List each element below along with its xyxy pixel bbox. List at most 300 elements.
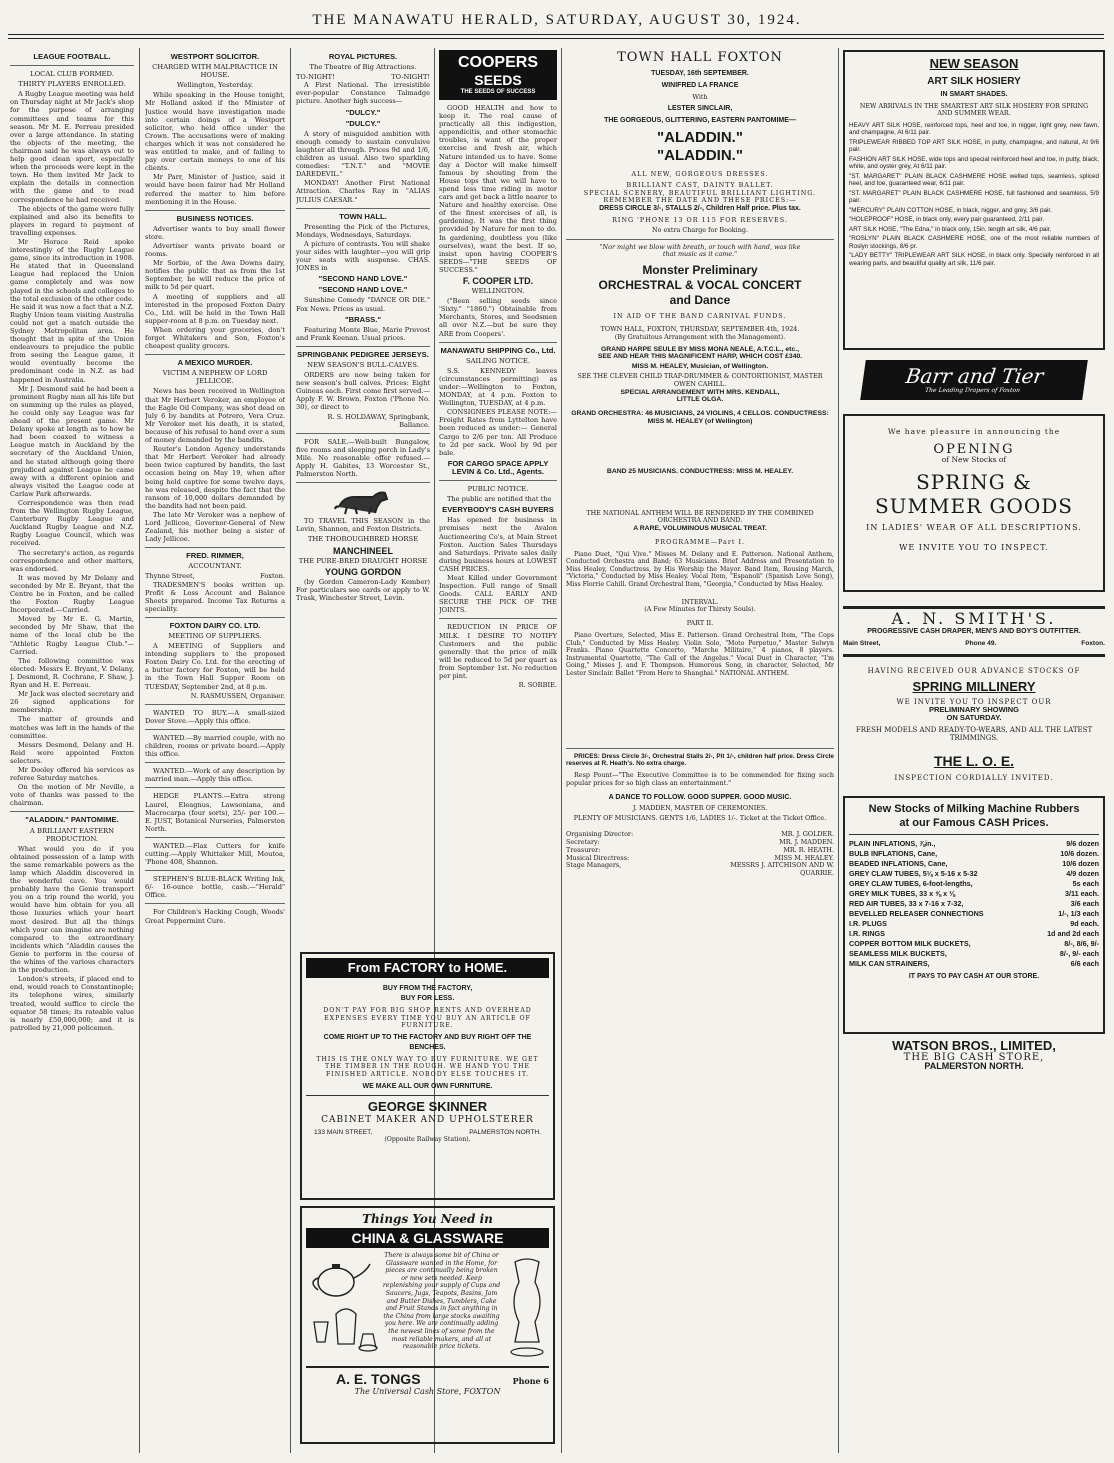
ad-title: at our Famous CASH Prices. [899, 816, 1049, 829]
hosiery-item: HEAVY ART SILK HOSE, reinforced tops, heel and toe, in nigger, light grey, new fawn, and champagne, At 6/11 pair. [849, 121, 1099, 136]
street: Thynne Street, [145, 572, 195, 581]
logo-text: SEEDS [474, 72, 522, 88]
phone: Phone 6 [512, 1376, 549, 1386]
ad-text: TRADESMEN'S books written up. Profit & Loss Account and Balance Sheets prepared. Income Tax Returns a speciality. [145, 580, 285, 613]
interval-note: (A Few Minutes for Thirsty Souls). [644, 605, 756, 614]
ad-text: TO TRAVEL THIS SEASON in the Levin, Shannon, and Foxton Districts. [296, 517, 430, 534]
column-pictures [296, 50, 430, 945]
column-league-football [10, 50, 134, 1460]
hosiery-item: "MERCURY" PLAIN COTTON HOSE, in black, nigger, and grey, 3/6 pair. [849, 206, 1052, 214]
town: Foxton. [260, 572, 285, 581]
address-street: 133 MAIN STREET, [314, 1128, 373, 1136]
ad-line: THIS IS THE ONLY WAY TO BUY FURNITURE. WE GET THE TIMBER IN THE ROUGH. WE HAND YOU THE FINISHED ARTICLE. NOBODY ELSE TOUCHES IT. [316, 1055, 539, 1078]
programme-heading: PROGRAMME—Part I. [654, 537, 746, 546]
ad-line: (By Gratuitous Arrangement with the Management). [614, 332, 786, 341]
article-paragraph: Correspondence was then read from the Wellington Rugby League, Canterbury Rugby League and Auckland Rugby League and N.Z. Rugby League Council, which was received. [10, 498, 134, 548]
ad-line: LITTLE OLGA. [676, 396, 724, 404]
ad-text: CONSIGNEES PLEASE NOTE:— Freight Rates from Lyttelton have been reduced as under:— General Cargo to 2/6 per ton. All Produce to 2d per sack. Wool by 9d per bale. [439, 408, 557, 457]
ad-text: (by Gordon Cameron-Lady Kember) For particulars see cards or apply to W. Trask, Winchester Street, Levin. [296, 577, 430, 602]
ad-line: We have pleasure in announcing the [887, 427, 1061, 436]
address-city: PALMERSTON NORTH. [469, 1128, 541, 1136]
price-row [849, 849, 1099, 859]
role: Organising Director: [566, 830, 634, 839]
item-price: 10/6 dozen [1062, 858, 1099, 868]
store-name: EVERYBODY'S CASH BUYERS [442, 505, 554, 515]
column-rule [290, 48, 291, 1453]
tonight-banner [296, 73, 430, 81]
article-paragraph: The late Mr Veroker was a nephew of Lord Jellicoe, Governor-General of New Zealand, his mother being a sister of Lady Jellicoe. [145, 510, 285, 544]
signature: R. SORBIE. [518, 681, 557, 690]
ad-line: THE NATIONAL ANTHEM WILL BE RENDERED BY THE COMBINED ORCHESTRA AND BAND. [586, 508, 814, 525]
item-name: I.R. RINGS [849, 928, 885, 938]
subheadline: PUBLIC NOTICE. [467, 485, 529, 494]
ad-text: A picture of contrasts. You will shake your sides with laughter—you will grip your seats with suspense. CHAS. JONES in [296, 239, 430, 273]
headline: ROYAL PICTURES. [328, 52, 398, 61]
divider [439, 618, 557, 619]
hosiery-list [849, 122, 1099, 268]
role: Treasurer: [566, 845, 601, 854]
price-row [849, 879, 1099, 889]
divider [145, 903, 285, 904]
column-drapers [843, 50, 1105, 1455]
logo-text: Barr and Tier [904, 363, 1045, 388]
ad-line: GRAND HARPE SEULE BY MISS MONA NEALE, A.T.C.L., etc., [600, 345, 799, 353]
ad-line: PRELIMINARY SHOWING [928, 705, 1019, 715]
ad-heading: FRED. RIMMER, [186, 551, 244, 561]
price-row [849, 839, 1099, 849]
firm-location: WELLINGTON. [471, 287, 525, 296]
ad-title: New Stocks of Milking Machine Rubbers [868, 802, 1080, 815]
item-price: 8/-, 9/- each [1059, 948, 1099, 958]
classified: WANTED.—Work of any description by married man.—Apply this office. [145, 767, 285, 784]
masthead: THE MANAWATU HERALD, SATURDAY, AUGUST 30, 1924. [312, 12, 802, 28]
headline: LEAGUE FOOTBALL. [33, 52, 111, 61]
headline: SPRINGBANK PEDIGREE JERSEYS. [297, 349, 429, 359]
person: MISS M. HEALEY. [774, 853, 834, 862]
ad-line: FRESH MODELS AND READY-TO-WEARS, AND ALL THE LATEST TRIMMINGS. [855, 725, 1093, 742]
concert-heading: Monster Preliminary [642, 263, 758, 278]
ad-text: The public are notified that the [447, 495, 552, 504]
factory-title: From FACTORY to HOME. [306, 958, 549, 978]
item-price: 4/9 dozen [1066, 868, 1099, 878]
item-price: 9/6 dozen [1066, 838, 1099, 848]
person: MR. R. HEATH. [783, 845, 834, 854]
hosiery-ad [843, 50, 1105, 350]
article-paragraph: The following committee was elected: Messrs E. Bryant, V. Delany, J. Desmond, R. Cochrane, F. Shaw, J. Ryan and H. E. Perreau. [10, 656, 134, 690]
ad-text: Has opened for business in premises next the Avalon Auctioneering Co's, at Main Street Foxton. Auction Sales Thursdays and Saturdays. Private sales daily during business hours at LOWEST CASH PRICES. [439, 516, 557, 573]
notice: Advertiser wants private board or rooms. [145, 241, 285, 259]
column-coopers [439, 50, 557, 945]
ad-heading: FOR CARGO SPACE APPLY LEVIN & Co. Ltd., Agents. [447, 458, 549, 476]
article-paragraph: Messrs Desmond, Delany and H. Reid were appointed Foxton selectors. [10, 740, 134, 765]
masthead-rule-2 [8, 38, 1104, 39]
ad-text: REDUCTION IN PRICE OF MILK. I DESIRE TO NOTIFY Customers and the public generally that the price of milk will be reduced to 5d per quart as from September 1st. No reduction per pint. [439, 623, 557, 680]
firm-name: F. COOPER LTD. [462, 275, 534, 286]
ad-line: IN AID OF THE BAND CARNIVAL FUNDS. [613, 312, 787, 321]
ad-text: A story of misguided ambition with enough comedy to sustain convulsive laughter all through. Prices 9d and 1/6, children as usual. Also two sparkling comedies: "T.N.T." and "MOVIE DAREDEVIL." [296, 129, 430, 179]
masthead-rule [8, 34, 1104, 35]
firm-name: A. E. TONGS [336, 1371, 421, 1387]
article-paragraph: Mr Horace Reid spoke interestingly of the Rugby League game, since its introduction in 1908. He stated that in Queensland League had replaced the Union game completely and was now played in the schools and colleges to the total exclusion of the other code. He said it was now a fact that a N.Z. Rugby Union team visiting Australia could not get a match outside the Sydney Metropolitan area. He thought that in spite of the Union endeavours to prejudice the public from seeing the League game, it would eventually become the predominant code in N.Z. as had happened in Australia. [10, 237, 134, 384]
ad-text: MONDAY! Another First National Attraction. Charles Ray in "ALIAS JULIUS CAESAR." [296, 179, 430, 204]
subheadline: SAILING NOTICE. [465, 356, 531, 365]
firm-tagline: The Universal Cash Store, FOXTON [354, 1387, 501, 1396]
hosiery-item: "ROSLYN" PLAIN BLACK CASHMERE HOSE, one of the most reliable numbers of Roslyn stockings, 8/6 pr. [849, 235, 1099, 250]
column-westport [145, 50, 285, 1460]
headline: BUSINESS NOTICES. [176, 213, 254, 223]
china-body [306, 1252, 549, 1362]
divider [306, 1095, 549, 1096]
item-price: 8/-, 8/6, 9/- [1064, 938, 1099, 948]
prices: DRESS CIRCLE 3/-, STALLS 2/-, Children Half price. Plus tax. [599, 205, 801, 213]
ad-title: SPRING & SUMMER GOODS [874, 470, 1074, 519]
china-ad [300, 1206, 555, 1444]
headline: A MEXICO MURDER. [177, 358, 253, 368]
ad-line: ALL NEW, GORGEOUS DRESSES. [631, 169, 769, 178]
china-text: There is always some bit of China or Glassware wanted in the Home, for pieces are continually being broken or new sets needed. Keep replenishing your supply of Cups and Saucers, Jugs, Teapots, Basins, Jam and Butter Dishes, Tumblers, Cake and Fruit Stands in fact anything in the China from large stocks awaiting you here. We are continually adding the newest lines of some from the most reliable makers, and all at reasonable price tickets. [382, 1252, 501, 1351]
divider [145, 729, 285, 730]
ad-text: S.S. KENNEDY leaves (circumstances permitting) as under:—Wellington to Foxton, MONDAY, at 4 p.m. Foxton to Wellington, TUESDAY, at 4 p.m. [439, 366, 557, 408]
article-paragraph: It was moved by Mr Delany and seconded by Mr E. Bryant, that the Centre be in Foxton, and be called the Foxton Rugby League Incorporated.—Carried. [10, 573, 134, 615]
ad-line: BRILLIANT CAST, DAINTY BALLET. [626, 180, 774, 189]
concert-heading: ORCHESTRAL & VOCAL CONCERT [598, 278, 802, 293]
hosiery-item: "ST. MARGARET" PLAIN BLACK CASHMERE HOSE, full fashioned and seamless, 5/9 pair. [849, 189, 1099, 204]
film-title: "SECOND HAND LOVE." [318, 285, 408, 295]
film-title: "DULCY." [345, 107, 381, 117]
price-row [849, 899, 1099, 909]
film-title: "SECOND HAND LOVE." [318, 274, 408, 284]
notice: When ordering your groceries, don't forget Whitakers and Son, Foxton's cheapest quality grocers. [145, 325, 285, 351]
item-name: GREY CLAW TUBES, 6-foot-lengths, [849, 878, 973, 888]
china-title: Things You Need in [362, 1212, 493, 1226]
band: BAND 25 MUSICIANS. CONDUCTRESS: MISS M. HEALEY. [606, 467, 794, 475]
milking-rubbers-ad [843, 796, 1105, 1034]
ad-line: REMEMBER THE DATE AND THESE PRICES:— [603, 196, 797, 205]
item-name: GREY MILK TUBES, 33 x ⅝ x ⅛ [849, 888, 956, 898]
price-row [849, 939, 1099, 949]
notice: Mr Sorbie, of the Awa Downs dairy, notifies the public that as from the 1st September, he will reduce the price of milk to 5d per quart. [145, 259, 285, 292]
article-paragraph: The secretary's action, as regards correspondence and other matters, was endorsed. [10, 548, 134, 573]
coopers-logo [439, 50, 557, 100]
show-title: "ALADDIN." [657, 146, 743, 164]
film-title: "BRASS." [345, 314, 381, 324]
ad-subheading: THE THOROUGHBRED HORSE [307, 535, 419, 544]
programme-part-2: Piano Overture, Selected, Miss E. Patterson. Grand Orchestral Item, "The Cops Club," Conducted by Miss Healey. Violin Solo, "Moto Perpetuo," Master Selwyn Franks. Piano Quartette Concerto, "Marche Militaire," 4 pianos, 8 players. Instrumental Quartette, "The Call of the Angelus." Vocal Duet in Character, "I'm Going," Misses J. and F. Thompson. Humorous Song, in character, Selected, Mr Lester Sinclair. Ballet "From Here to Shanghai." NATIONAL ANTHEM. [566, 632, 834, 678]
ad-line: IN LADIES' WEAR OF ALL DESCRIPTIONS. [866, 523, 1082, 533]
ad-text: Presenting the Pick of the Pictures, Mondays, Wednesdays, Saturdays. [296, 222, 430, 239]
column-rule [838, 48, 839, 1453]
ad-line: SPECIAL ARRANGEMENT WITH MRS. KENDALL, [620, 388, 780, 396]
signature: R. S. HOLDAWAY, Springbank, Ballance. [327, 412, 430, 429]
signature: N. RASMUSSEN, Organiser. [190, 691, 285, 700]
price-row [849, 929, 1099, 939]
ad-address [145, 572, 285, 580]
divider [145, 787, 285, 788]
tonight: TO-NIGHT! [391, 73, 430, 82]
ad-line: MISS M. HEALEY, Musician, of Wellington. [631, 363, 769, 371]
ad-line: WE INVITE YOU TO INSPECT. [899, 543, 1049, 553]
item-price: 1d and 2d each [1047, 928, 1099, 938]
hosiery-item: "LADY BETTY" TRIPLEWEAR ART SILK HOSE, in black only. Specially reinforced in all wearing parts, and beautiful quality art silk, 11/6 pair. [849, 252, 1099, 267]
price-row [849, 869, 1099, 879]
barr-and-tier-logo [860, 360, 1088, 400]
price-row [849, 959, 1099, 969]
article-paragraph: Moved by Mr E. G. Martin, seconded by Mr Shaw, that the name of the local club be the "Athletic Rugby League Club."—Carried. [10, 615, 134, 656]
divider [566, 239, 834, 240]
divider [145, 837, 285, 838]
item-price: 5s each [1072, 878, 1099, 888]
headline: MANAWATU SHIPPING Co., Ltd. [440, 345, 556, 355]
divider [10, 65, 134, 66]
article-paragraph: While speaking in the House tonight, Mr Holland asked if the Minister of Justice would have investigation made into certain doings of a Westport solicitor, who held office under the Crown. The accusations were of making charges which it was not considered he was entitled to make, and of failing to pay over certain moneys to one of his clients. [145, 91, 285, 173]
firm-name: A. N. SMITH'S. [891, 609, 1057, 628]
item-name: PLAIN INFLATIONS, ⅞in., [849, 838, 936, 848]
article-paragraph: What would you do if you obtained possession of a lamp with the same remarkable powers as the lamp which Aladdin discovered in the wonderful cave. You would probably have the Genie transport you on a trip round the world, you would have him obtain for you all those luxuries which your heart most desired. But all the things which your can imagine are nothing compared to the extraordinary incidents which "Aladdin causes the Genie to perform in the course of the whims of the various characters in the production. [10, 844, 134, 975]
item-name: I.R. PLUGS [849, 918, 887, 928]
column-rule [139, 48, 140, 1453]
phone: Phone 49. [965, 640, 997, 648]
ad-title: SPRING MILLINERY [912, 679, 1036, 695]
price-row [849, 949, 1099, 959]
person: MR. J. GOLDER. [781, 830, 834, 839]
ad-line: SPECIAL SCENERY, BEAUTIFUL BRILLIANT LIGHTING. [583, 188, 817, 197]
article-paragraph: On the motion of Mr Neville, a vote of thanks was passed to the chairman. [10, 783, 134, 808]
ad-line: RING 'PHONE 13 OR 115 FOR RESERVES. [612, 215, 788, 224]
divider [145, 762, 285, 763]
price-row [849, 889, 1099, 899]
article-paragraph: Mr J. Desmond said he had been a prominent Rugby man all his life but on summing up the rules as played, he could only say League was far ahead of the present game. Mr Delany spoke at length as to how he had been coaxed to witness a League match in Auckland by the secretary of the Auckland Union, and he stated although going there prejudiced against League he came away with a different opinion and always visited the League code at Carlaw Park afterwards. [10, 384, 134, 498]
divider [145, 354, 285, 355]
with: With [692, 92, 708, 101]
article-paragraph: News has been received in Wellington that Mr Herbert Veroker, an employee of the Eagle Oil Company, was shot dead on July 6 by bandits at Potrero, Vera Cruz. Mr Veroker met his death, it is stated, because of his refusal to hand over a sum of money demanded by the bandits. [145, 387, 285, 445]
opening-ad [843, 414, 1105, 592]
factory-ad [300, 952, 555, 1200]
subheadline: THIRTY PLAYERS ENROLLED. [18, 80, 126, 89]
article-paragraph: The matter of grounds and matches was left in the hands of the committee. [10, 715, 134, 740]
price-row [849, 919, 1099, 929]
subheadline: LOCAL CLUB FORMED. [30, 70, 114, 79]
ad-text: A MEETING of Suppliers and intending suppliers to the proposed Foxton Dairy Co. Ltd. for the erecting of a butter factory for Foxton, will be held in the Town Hall Supper Room on TUESDAY, September 2nd, at 8 p.m. [145, 642, 285, 691]
headline: WESTPORT SOLICITOR. [170, 52, 260, 61]
ad-line: DON'T PAY FOR BIG SHOP RENTS AND OVERHEAD EXPENSES EVERY TIME YOU BUY AN ARTICLE OF FURNITURE. [323, 1007, 532, 1030]
prices: PRICES: Dress Circle 3/-, Orchestral Stalls 2/-, Pit 1/-, children half price. Dress Circle reserves at R. Heath's. No extra charge. [566, 752, 834, 768]
headline: TOWN HALL. [339, 211, 387, 221]
ad-text: ("Been selling seeds since 'Sixty." "1860.") Obtainable from Merchants, Stores, and Seedsmen all over N.Z.—but be sure they ARE from Coopers'. [439, 297, 557, 338]
divider [145, 617, 285, 618]
classified: HEDGE PLANTS.—Extra strong Laurel, Eleagnus, Lawsoniana, and Macrocarpa (four sorts), 25/- per 100.—E. JUST, Botanical Nurseries, Palmerston North. [145, 792, 285, 833]
article-paragraph: London's streets, if placed end to end, would reach to Constantinople; its telephone wires, similarly treated, would suffice to circle the equator 58 times; its rateable value is nearly £50,000,000; and it is patrolled by 21,000 policemen. [10, 975, 134, 1032]
ad-title: ART SILK HOSIERY [927, 76, 1021, 87]
ad-subheading: ACCOUNTANT. [188, 562, 242, 571]
item-name: BEADED INFLATIONS, Cane, [849, 858, 948, 868]
divider [10, 811, 134, 812]
classified: For Children's Hacking Cough, Woods' Great Peppermint Cure. [145, 908, 285, 925]
ad-line: No extra Charge for Booking. [652, 225, 748, 234]
ad-text: Sunshine Comedy "DANCE OR DIE." Fox News. Prices as usual. [296, 296, 430, 313]
divider [145, 210, 285, 211]
logo-text: COOPERS [457, 54, 538, 71]
performer: LESTER SINCLAIR, [667, 105, 733, 113]
ad-subtitle: IN SMART SHADES. [940, 91, 1008, 98]
hosiery-item: ART SILK HOSE, "The Edna," in black only, 15in. length art silk, 4/6 pair. [849, 225, 1052, 233]
subheadline: NEW SEASON'S BULL-CALVES. [307, 361, 419, 369]
subheadline: The Theatre of Big Attractions. [309, 63, 417, 72]
town: Foxton. [1081, 640, 1105, 648]
role: Stage Managers, [566, 861, 622, 870]
column-town-hall [566, 50, 834, 1455]
classified: FOR SALE.—Well-built Bungalow, five rooms and sleeping porch in Lady's Mile. No reasonable offer refused.—Apply H. Gabites, 13 Worcester St., Palmerston North. [296, 437, 430, 479]
logo-tagline: The Leading Drapers of Foxton [924, 386, 1021, 394]
dance: A DANCE TO FOLLOW. GOOD SUPPER. GOOD MUSIC. [608, 793, 792, 801]
hosiery-item: TRIPLEWEAR RIBBED TOP ART SILK HOSE, in putty, champagne, and natural, At 9/6 pair. [849, 138, 1099, 153]
ad-subheading: MEETING OF SUPPLIERS. [168, 632, 262, 640]
article-paragraph: A Rugby League meeting was held on Thursday night at Mr Jack's shop for the purpose of arranging committees and teams for this season. Mr M. E. Perreau presided over a large attendance. In stating the objects of the meeting, the chairman said he was always out to help good clean sport, especially when the proceeds were kept in the town. He then invited Mr Jack to explain the details in connection with the game and to read correspondence he had received. [10, 90, 134, 204]
logo-tagline: THE SEEDS OF SUCCESS [460, 89, 536, 95]
firm-address [314, 1129, 541, 1136]
divider [849, 834, 1099, 835]
headline: "ALADDIN." PANTOMIME. [25, 815, 119, 825]
item-name: COPPER BOTTOM MILK BUCKETS, [849, 938, 971, 948]
china-title: CHINA & GLASSWARE [306, 1228, 549, 1248]
subheadline: CHARGED WITH MALPRACTICE IN HOUSE. [152, 63, 278, 80]
classified: WANTED.—By married couple, with no children, rooms or private board.—Apply this office. [145, 733, 285, 759]
ad-title: OPENING [933, 442, 1015, 458]
date: TUESDAY, 16th SEPTEMBER. [651, 70, 749, 77]
concert-heading: and Dance [669, 293, 731, 308]
film-title: "DULCY." [345, 118, 381, 128]
organisers [566, 831, 834, 878]
tickets: PLENTY OF MUSICIANS. GENTS 1/6, LADIES 1/-. Ticket at the Ticket Office. [573, 814, 827, 823]
item-price: 1/-, 1/3 each [1058, 908, 1099, 918]
hosiery-item: FASHION ART SILK HOSE, wide tops and special reinforced heel and toe, in putty, black, white, and oyster grey, At 6/11 pair. [849, 155, 1099, 170]
role: Secretary: [566, 838, 600, 846]
ad-line: IT PAYS TO PAY CASH AT OUR STORE. [908, 972, 1040, 980]
person: MESSRS J. AITCHISON AND W. QUARRIE. [730, 861, 834, 878]
subheadline: VICTIM A NEPHEW OF LORD JELLICOE. [162, 369, 268, 386]
firm-name: GEORGE SKINNER [367, 1098, 488, 1114]
notice: Advertiser wants to buy small flower store. [145, 224, 285, 241]
ad-line: BUY FOR LESS. [400, 995, 455, 1002]
dateline: Wellington, Yesterday. [176, 81, 254, 90]
teapot-icon [306, 1252, 378, 1362]
tonight: TO-NIGHT! [296, 73, 335, 82]
ad-line: A RARE, VOLUMINOUS MUSICAL TREAT. [633, 525, 767, 533]
ad-line: ON SATURDAY. [946, 713, 1002, 723]
classified: WANTED TO BUY.—A small-sized Dover Stove.—Apply this office. [145, 708, 285, 725]
article-paragraph: Mr Jack was elected secretary and 26 signed applications for membership. [10, 690, 134, 715]
programme-part-1: Piano Duet, "Qui Vive." Misses M. Delany and E. Patterson. National Anthem, Conducted Orchestra and Band; 63 Musicians. Brief Address and Presentation to Miss Healey, Conductress, by His Worship the Mayor. Band Item, Rousing March, "Victoria," Conducted by Miss Healey. Vocal Item, "Espanoli" (Spanish Love Song), Miss Florrie Cahill. Grand Orchestral Item, "Georgia," Conducted by Miss Healey. [566, 550, 834, 589]
address-note: (Opposite Railway Station). [384, 1135, 471, 1143]
ad-line: COME RIGHT UP TO THE FACTORY AND BUY RIGHT OFF THE BENCHES. [323, 1033, 532, 1051]
item-name: SEAMLESS MILK BUCKETS, [849, 948, 947, 958]
firm-contact [843, 640, 1105, 648]
vase-icon [505, 1252, 549, 1362]
hosiery-item: "ST. MARGARET" PLAIN BLACK CASHMERE HOSE welted tops, seamless, spliced heel, and toe, guaranteed wear, 6/11 pair. [849, 172, 1099, 187]
ad-text: GOOD HEALTH and how to keep it. The real cause of practically all this indigestion, appendicitis, and other stomachic troubles, is want of the proper exercise and fresh air, which Nature intended us to have. Some day a Doctor will make himself famous by shouting from the House tops that we will have to spend less time riding in motor cars and get back a little nearer to Nature and healthy exercise. One of the finest exercises of all, is gardening. It was the first thing provided by Nature for men to do. In gardening, doubtless you (like ourselves), want the best. If so, insist upon having COOPER'S SEEDS—"THE SEEDS OF SUCCESS." [439, 104, 557, 274]
ad-line: HAVING RECEIVED OUR ADVANCE STOCKS OF [867, 667, 1081, 676]
orchestra: GRAND ORCHESTRA: 46 MUSICIANS, 24 VIOLINS, 4 CELLOS. CONDUCTRESS: MISS M. HEALEY (of Wellington) [571, 410, 829, 425]
article-paragraph: The objects of the game were fully explained and also its benefits to players in regard to payment of travelling expenses. [10, 204, 134, 237]
article-paragraph: Mr Dooley offered his services as referee Saturday matches. [10, 765, 134, 783]
performer: WINIFRED LA FRANCE [661, 81, 739, 89]
role: Musical Directress: [566, 853, 630, 862]
price-list [849, 839, 1099, 969]
quote: "Nor might we blow with breath, or touch with hand, was like that music as it came." [599, 242, 801, 259]
person: MR. J. MADDEN. [779, 838, 834, 846]
ad-line: INSPECTION CORDIALLY INVITED. [894, 773, 1054, 782]
classified: WANTED.—Flax Cutters for knife cutting.—Apply Whittaker Mill, Moutoa, 'Phone 408, Shannon. [145, 841, 285, 867]
price-row [849, 909, 1099, 919]
ad-subheading: THE PURE-BRED DRAUGHT HORSE [298, 556, 428, 565]
ad-text: Featuring Monte Blue, Marie Prevost and Frank Keenan. Usual prices. [296, 325, 430, 342]
item-name: GREY CLAW TUBES, 5⅛ x 5-16 x 5-32 [849, 868, 978, 878]
ad-text: Meat Killed under Government Inspection. Full range of Small Goods. CALL EARLY AND SECURE THE PICK OF THE JOINTS. [439, 573, 557, 615]
subheadline: A BRILLIANT EASTERN PRODUCTION. [29, 826, 115, 843]
horse-name: YOUNG GORDON [324, 566, 401, 577]
horse-icon [333, 487, 393, 515]
firm-name: WATSON BROS., LIMITED, [892, 1037, 1056, 1053]
item-name: BEVELLED RELEASER CONNECTIONS [849, 908, 984, 918]
divider [439, 480, 557, 481]
smith-ad [843, 606, 1105, 657]
ad-intro: NEW ARRIVALS IN THE SMARTEST ART SILK HOSIERY FOR SPRING AND SUMMER WEAR. [859, 102, 1089, 117]
ad-text: ORDERS are now being taken for new season's bull calves. Prices: Eight Guineas each. First come first served.—Apply F. W. Brown, Foxton ('Phone No. 30), or direct to [296, 371, 430, 412]
ad-line: WE MAKE ALL OUR OWN FURNITURE. [362, 1082, 493, 1090]
headline: TOWN HALL FOXTON [617, 50, 783, 65]
item-price: 10/6 dozen. [1060, 848, 1099, 858]
item-name: BULB INFLATIONS, Cane, [849, 848, 938, 858]
show-title: "ALADDIN." [657, 128, 743, 146]
firm-name: THE L. O. E. [933, 752, 1015, 769]
firm-trade: PROGRESSIVE CASH DRAPER, MEN'S AND BOY'S OUTFITTER. [867, 628, 1081, 636]
interval: INTERVAL. [681, 597, 719, 606]
pantomime-line: THE GORGEOUS, GLITTERING, EASTERN PANTOMIME— [604, 117, 796, 125]
street: Main Street, [843, 640, 881, 648]
column-rule [561, 48, 562, 1453]
ad-line: SEE AND HEAR THIS MAGNIFICENT HARP, WHICH COST £340. [597, 353, 803, 361]
ad-line: WE INVITE YOU TO INSPECT OUR [896, 698, 1052, 707]
divider [296, 482, 430, 483]
article-paragraph: Mr Parr, Minister of Justice, said it would have been fairer had Mr Holland referred the matter to him before mentioning it in the House. [145, 173, 285, 206]
ad-line: of New Stocks of [941, 455, 1007, 465]
firm-tagline: THE BIG CASH STORE, [903, 1051, 1045, 1063]
item-name: MILK CAN STRAINERS, [849, 958, 930, 968]
ad-text: A First National. The irresistible ever-popular Constance Talmadge picture. Another high success— [296, 81, 430, 106]
divider [439, 342, 557, 343]
horse-name: MANCHINEEL [333, 545, 393, 556]
item-name: RED AIR TUBES, 33 x 7-16 x 7-32, [849, 898, 964, 908]
ad-line: TOWN HALL, FOXTON, THURSDAY, SEPTEMBER 4th, 1924. [600, 324, 800, 333]
classified: STEPHEN'S BLUE-BLACK Writing Ink, 6/- 16-ounce bottle, cash.—"Herald" Office. [145, 875, 285, 900]
ad-line: BUY FROM THE FACTORY, [382, 985, 473, 992]
divider [145, 704, 285, 705]
tongs-footer [306, 1366, 549, 1387]
hosiery-item: "HOLEPROOF" HOSE, in black only, every pair guaranteed, 2/11 pair. [849, 216, 1044, 223]
divider [296, 208, 430, 209]
item-price: 3/11 each. [1065, 888, 1099, 898]
divider [145, 870, 285, 871]
divider [566, 748, 834, 749]
divider [296, 346, 430, 347]
mc: J. MADDEN, MASTER OF CEREMONIES. [632, 803, 768, 812]
item-price: 9d each. [1070, 918, 1099, 928]
firm-trade: CABINET MAKER AND UPHOLSTERER [321, 1114, 534, 1125]
item-price: 3/6 each [1070, 898, 1099, 908]
press-note: Resp Pount—"The Executive Committee is to be commended for fixing such popular prices for so high class an entertainment." [566, 771, 834, 788]
article-paragraph: Reuter's London Agency understands that Mr Herbert Veroker had already been twice captured by bandits, the last occasion being on May 19, when after being held captive for some twelve days, he was released, despite the fact that the ransom of 10,000 dollars demanded by the bandits had not been paid. [145, 445, 285, 510]
notice: A meeting of suppliers and all interested in the proposed Foxton Dairy Co., Ltd. will be held in the Town Hall supper-room at 8 p.m. on Tuesday next. [145, 292, 285, 325]
divider [296, 433, 430, 434]
